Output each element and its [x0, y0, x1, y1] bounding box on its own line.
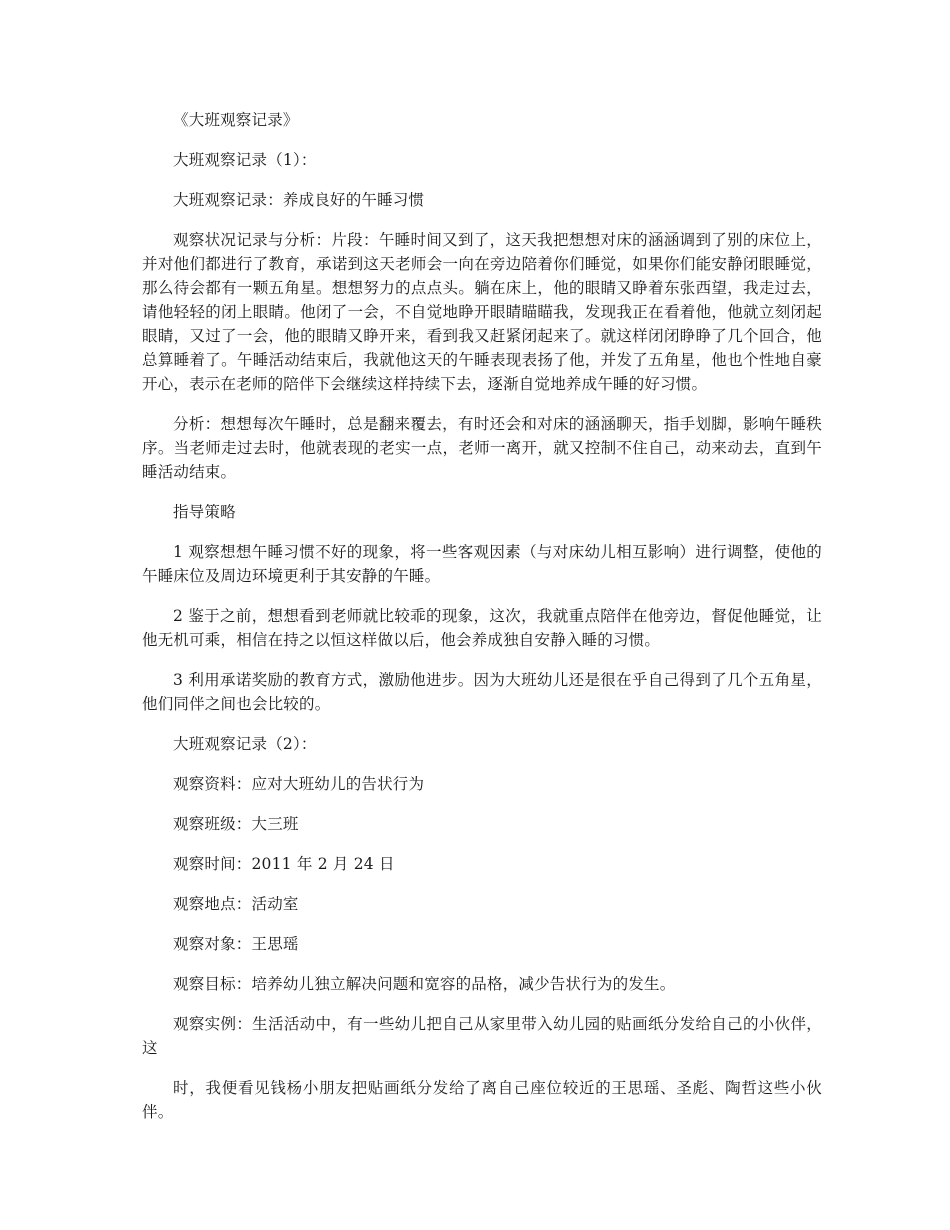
- record-1-subtitle: 大班观察记录：养成良好的午睡习惯: [173, 191, 425, 209]
- observation-subject: 观察对象：王思瑶: [173, 935, 299, 953]
- record-2-heading: 大班观察记录（2）：: [173, 735, 317, 753]
- analysis-paragraph: 分析：想想每次午睡时，总是翻来覆去，有时还会和对床的涵涵聊天，指手划脚，影响午睡秩序。当老师走过去时，他就表现的老实一点，老师一离开，就又控制不住自己，动来动去，直到午睡活动结束。: [142, 415, 822, 481]
- strategy-heading: 指导策略: [173, 503, 236, 521]
- strategy-item-3: 3 利用承诺奖励的教育方式，激励他进步。因为大班幼儿还是很在乎自己得到了几个五角星，他们同伴之间也会比较的。: [142, 671, 822, 713]
- observation-goal: 观察目标：培养幼儿独立解决问题和宽容的品格，减少告状行为的发生。: [173, 975, 676, 993]
- strategy-item-1: 1 观察想想午睡习惯不好的现象，将一些客观因素（与对床幼儿相互影响）进行调整，使他的午睡床位及周边环境更利于其安静的午睡。: [142, 543, 822, 585]
- record-1-heading: 大班观察记录（1）：: [173, 151, 317, 169]
- document-title: 《大班观察记录》: [173, 111, 299, 129]
- observation-time: 观察时间：2011 年 2 月 24 日: [173, 855, 395, 873]
- observation-example-part-1: 观察实例：生活活动中，有一些幼儿把自己从家里带入幼儿园的贴画纸分发给自己的小伙伴，这: [142, 1015, 822, 1057]
- observation-material: 观察资料：应对大班幼儿的告状行为: [173, 775, 425, 793]
- observation-example-part-2: 时，我便看见钱杨小朋友把贴画纸分发给了离自己座位较近的王思瑶、圣彪、陶哲这些小伙伴。: [142, 1079, 822, 1121]
- observation-location: 观察地点：活动室: [173, 895, 299, 913]
- document-body: [142, 108, 822, 1140]
- observation-paragraph: 观察状况记录与分析：片段：午睡时间又到了，这天我把想想对床的涵涵调到了别的床位上，并对他们都进行了教育，承诺到这天老师会一向在旁边陪着你们睡觉，如果你们能安静闭眼睡觉，那么待会都有一颗五角星。想想努力的点点头。躺在床上，他的眼睛又睁着东张西望，我走过去，请他轻轻的闭上眼睛。他闭了一会，不自觉地睁开眼睛瞄瞄我，发现我正在看着他，他就立刻闭起眼睛，又过了一会，他的眼睛又睁开来，看到我又赶紧闭起来了。就这样闭闭睁睁了几个回合，他总算睡着了。午睡活动结束后，我就他这天的午睡表现表扬了他，并发了五角星，他也个性地自豪开心，表示在老师的陪伴下会继续这样持续下去，逐渐自觉地养成午睡的好习惯。: [142, 231, 822, 393]
- strategy-item-2: 2 鉴于之前，想想看到老师就比较乖的现象，这次，我就重点陪伴在他旁边，督促他睡觉，让他无机可乘，相信在持之以恒这样做以后，他会养成独自安静入睡的习惯。: [142, 607, 822, 649]
- observation-class: 观察班级：大三班: [173, 815, 299, 833]
